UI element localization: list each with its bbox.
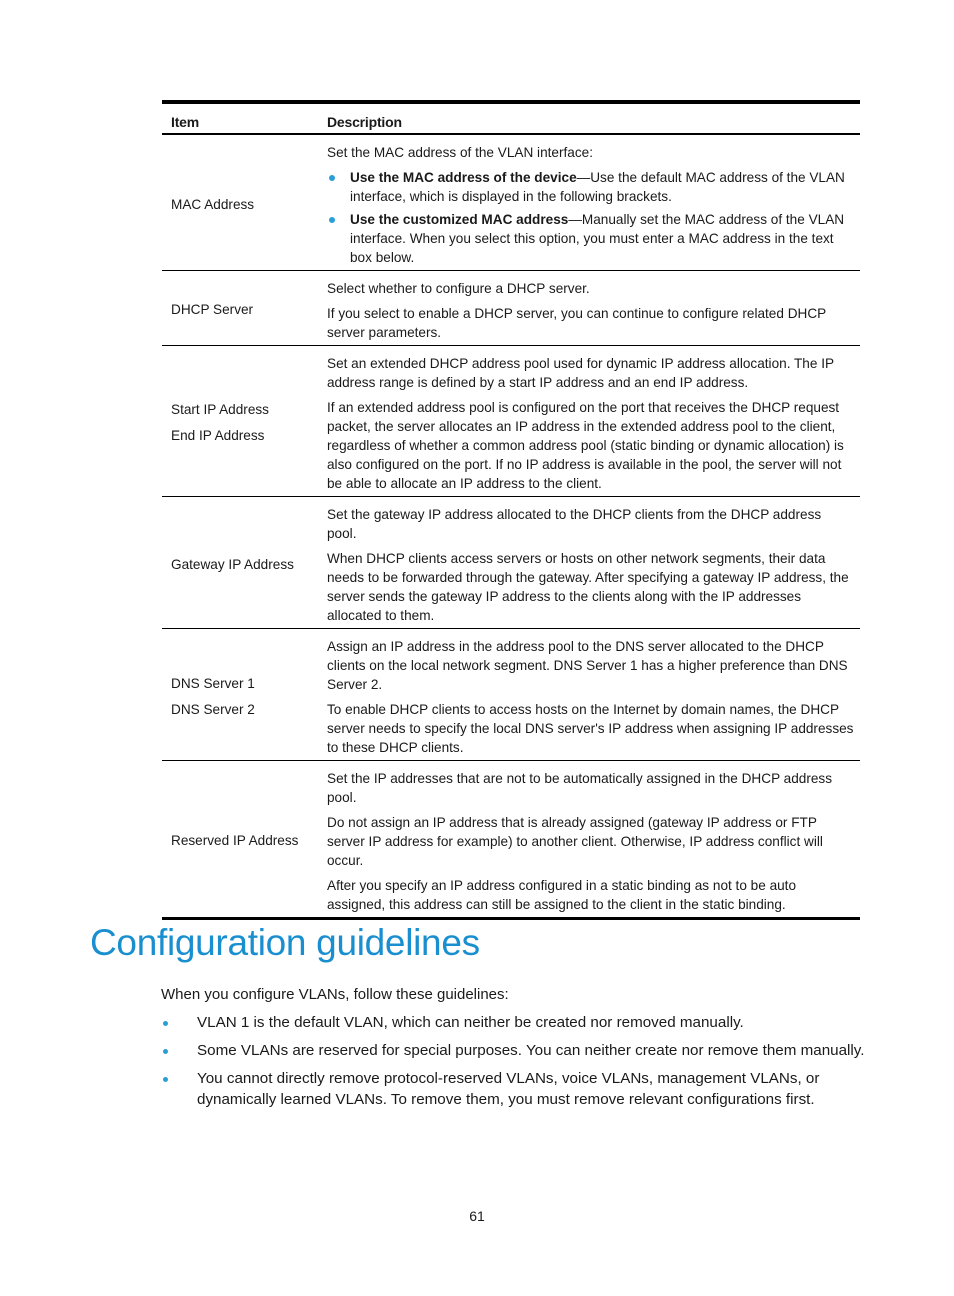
bullet-icon <box>163 1049 168 1054</box>
item-label: End IP Address <box>171 428 265 443</box>
guideline-text: Some VLANs are reserved for special purposes. You can neither create nor remove them manually. <box>197 1042 865 1059</box>
item-cell <box>162 497 318 629</box>
item-label: DNS Server 2 <box>171 701 255 717</box>
table-row <box>162 629 860 761</box>
bullet-icon <box>329 217 335 223</box>
bullet-bold-text: Use the MAC address of the device <box>350 170 577 185</box>
description-text: To enable DHCP clients to access hosts on the Internet by domain names, the DHCP server needs to specify the local DNS server's IP address when assigning IP addresses to these DHCP clients. <box>327 702 854 755</box>
list-item <box>327 168 854 206</box>
table-row <box>162 497 860 629</box>
table-header-row <box>162 102 860 134</box>
page-number: 61 <box>469 1208 485 1224</box>
list-item <box>327 210 854 267</box>
list-item <box>161 1012 881 1033</box>
description-text: Select whether to configure a DHCP server. <box>327 281 590 296</box>
parameter-table-container <box>162 100 860 920</box>
description-text: Assign an IP address in the address pool to the DNS server allocated to the DHCP clients on the local network segment. DNS Server 1 has a higher preference than DNS Server 2. <box>327 639 848 692</box>
header-description: Description <box>327 114 402 130</box>
item-cell <box>162 629 318 761</box>
item-label: Gateway IP Address <box>171 556 294 572</box>
table-row <box>162 271 860 346</box>
item-cell <box>162 761 318 919</box>
item-label: Reserved IP Address <box>171 833 299 848</box>
bullet-text: —Use the default MAC address of the VLAN interface, which is displayed in the following brackets. <box>350 170 845 204</box>
description-text: Do not assign an IP address that is already assigned (gateway IP address or FTP server IP address for example) to another client. Otherwise, IP address conflict will occur. <box>327 815 823 868</box>
section-intro: When you configure VLANs, follow these guidelines: <box>161 986 509 1003</box>
description-text: If an extended address pool is configured on the port that receives the DHCP request packet, the server allocates an IP address in the extended address pool to the client, regardless of whether a common address pool (static binding or dynamic allocation) is also configured on the port. If no IP address is available in the pool, the server will not be able to allocate an IP address to the client. <box>327 400 844 491</box>
description-cell <box>318 761 860 919</box>
description-cell <box>318 346 860 497</box>
item-label: DHCP Server <box>171 302 254 317</box>
description-cell <box>318 134 860 271</box>
table-row <box>162 346 860 497</box>
item-cell <box>162 134 318 271</box>
description-text: Set the IP addresses that are not to be automatically assigned in the DHCP address pool. <box>327 771 833 805</box>
item-cell <box>162 271 318 346</box>
bullet-icon <box>163 1021 168 1026</box>
description-bullets <box>327 168 854 267</box>
bullet-icon <box>329 175 335 181</box>
bullet-icon <box>163 1077 168 1082</box>
description-cell <box>318 271 860 346</box>
guideline-text: You cannot directly remove protocol-reserved VLANs, voice VLANs, management VLANs, or dynamically learned VLANs. To remove them, you must remove relevant configurations first. <box>197 1070 820 1108</box>
item-cell <box>162 346 318 497</box>
parameter-table <box>162 100 860 920</box>
section-heading: Configuration guidelines <box>90 922 480 963</box>
guidelines-list <box>161 1012 881 1117</box>
item-label: Start IP Address <box>171 402 269 417</box>
description-text: Set an extended DHCP address pool used for dynamic IP address allocation. The IP address range is defined by a start IP address and an end IP address. <box>327 356 834 390</box>
table-row <box>162 134 860 271</box>
description-text: After you specify an IP address configured in a static binding as not to be auto assigned, this address can still be assigned to the client in the static binding. <box>327 878 797 912</box>
item-label: DNS Server 1 <box>171 675 255 691</box>
description-cell <box>318 629 860 761</box>
bullet-text: —Manually set the MAC address of the VLAN interface. When you select this option, you must enter a MAC address in the text box below. <box>350 212 845 265</box>
description-text: Set the MAC address of the VLAN interface: <box>327 145 593 160</box>
item-label: MAC Address <box>171 196 255 212</box>
bullet-bold-text: Use the customized MAC address <box>350 212 569 227</box>
header-item: Item <box>171 114 199 130</box>
description-text: Set the gateway IP address allocated to the DHCP clients from the DHCP address pool. <box>327 507 822 541</box>
description-text: If you select to enable a DHCP server, you can continue to configure related DHCP server parameters. <box>327 306 826 340</box>
list-item <box>161 1068 881 1110</box>
guideline-text: VLAN 1 is the default VLAN, which can neither be created nor removed manually. <box>197 1014 744 1031</box>
description-text: When DHCP clients access servers or hosts on other network segments, their data needs to be forwarded through the gateway. After specifying a gateway IP address, the server sends the gateway IP address to the clients along with the IP addresses allocated to them. <box>327 551 849 623</box>
description-cell <box>318 497 860 629</box>
list-item <box>161 1040 881 1061</box>
table-row <box>162 761 860 919</box>
